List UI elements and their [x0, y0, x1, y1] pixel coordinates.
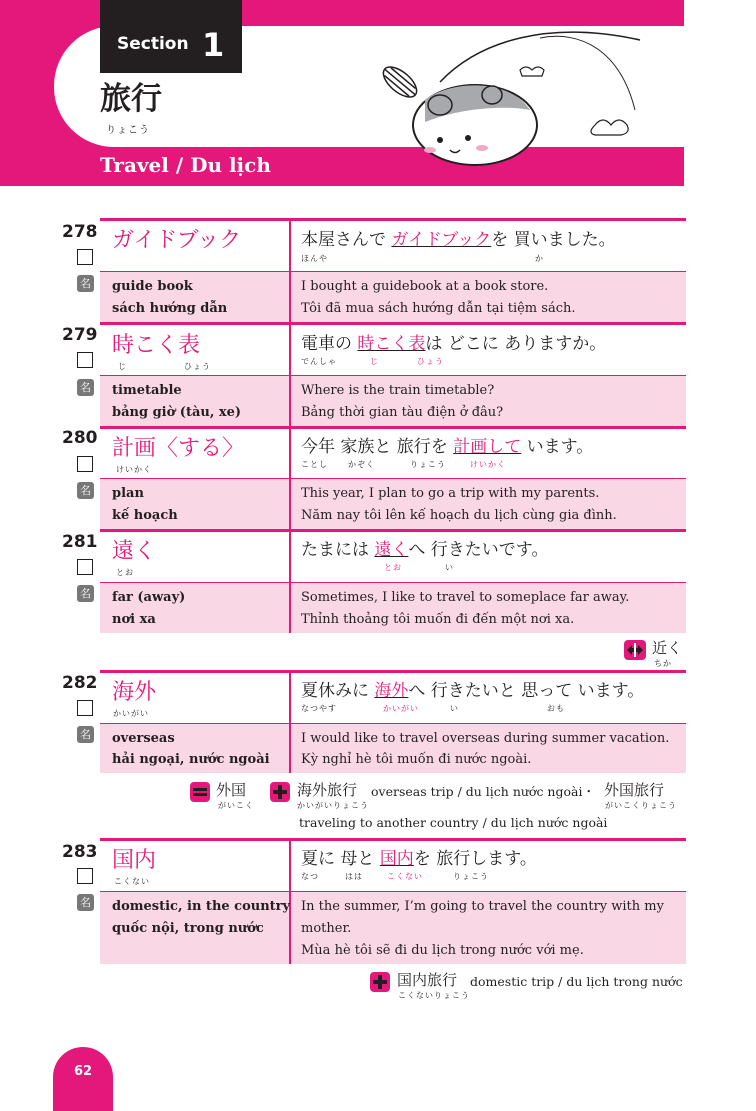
- meaning-en: guide book: [112, 279, 193, 294]
- related-plus-icon: [370, 972, 390, 992]
- example-furigana: ことし: [301, 460, 328, 469]
- example-furigana: い: [445, 563, 454, 572]
- entry-divider: [100, 838, 686, 841]
- vocab-word: ガイドブック: [112, 228, 242, 253]
- column-divider: [289, 221, 291, 322]
- word-furigana: ひょう: [184, 362, 211, 371]
- meaning-divider: [100, 723, 686, 724]
- part-of-speech-badge: 名: [77, 726, 94, 743]
- meaning-vi: bảng giờ (tàu, xe): [112, 405, 242, 420]
- example-furigana: でんしゃ: [301, 357, 337, 366]
- meaning-en: far (away): [112, 590, 186, 605]
- meaning-divider: [100, 271, 686, 272]
- page-title-en: Travel / Du lịch: [100, 153, 271, 177]
- entry-number: 279: [62, 325, 98, 345]
- translation-vi: Mùa hè tôi sẽ đi du lịch trong nước với mẹ.: [301, 943, 584, 958]
- translation-en: I bought a guidebook at a book store.: [301, 279, 549, 294]
- meaning-en: plan: [112, 486, 144, 501]
- example-furigana: ひょう: [417, 357, 444, 366]
- column-divider: [289, 673, 291, 773]
- entry-divider: [100, 322, 686, 325]
- example-furigana: なつ: [301, 872, 319, 881]
- related-meaning: domestic trip / du lịch trong nước: [470, 974, 683, 989]
- meaning-divider: [100, 478, 686, 479]
- example-sentence: 本屋さんで ガイドブックを 買いました。: [301, 230, 616, 250]
- related-meaning: traveling to another country / du lịch nước ngoài: [299, 815, 608, 830]
- part-of-speech-badge: 名: [77, 894, 94, 911]
- related-word: 国内旅行: [397, 971, 458, 989]
- meaning-en: timetable: [112, 383, 182, 398]
- hamster-illustration: [380, 30, 680, 190]
- translation-en: Sometimes, I like to travel to someplace far away.: [301, 590, 630, 605]
- vocab-word: 遠く: [112, 539, 157, 564]
- antonym-word: 近く: [652, 639, 683, 657]
- example-furigana: りょこう: [410, 460, 446, 469]
- word-furigana: じ: [118, 362, 127, 371]
- study-checkbox[interactable]: [77, 249, 93, 265]
- study-checkbox[interactable]: [77, 868, 93, 884]
- example-sentence: たまには 遠くへ 行きたいです。: [301, 540, 549, 560]
- translation-vi: Năm nay tôi lên kế hoạch du lịch cùng gia đình.: [301, 508, 617, 523]
- section-label: Section: [117, 34, 189, 54]
- column-divider: [289, 325, 291, 426]
- study-checkbox[interactable]: [77, 352, 93, 368]
- meaning-divider: [100, 375, 686, 376]
- example-furigana: けいかく: [470, 460, 506, 469]
- meaning-divider: [100, 582, 686, 583]
- word-furigana: こくない: [114, 877, 150, 886]
- translation-vi: Kỳ nghỉ hè tôi muốn đi nước ngoài.: [301, 752, 532, 767]
- related-meaning: overseas trip / du lịch nước ngoài・: [371, 784, 595, 799]
- word-furigana: とお: [116, 568, 134, 577]
- related-word: 海外旅行: [297, 781, 358, 799]
- vocab-word: 国内: [112, 848, 157, 873]
- related-word: 外国旅行: [604, 781, 665, 799]
- vocab-word: 海外: [112, 680, 157, 705]
- example-furigana: か: [535, 254, 544, 263]
- related-furigana: かいがいりょこう: [297, 801, 369, 810]
- entry-divider: [100, 529, 686, 532]
- translation-en: This year, I plan to go a trip with my parents.: [301, 486, 600, 501]
- meaning-vi: sách hướng dẫn: [112, 301, 228, 316]
- column-divider: [289, 429, 291, 529]
- translation-en: I would like to travel overseas during summer vacation.: [301, 731, 670, 746]
- synonym-icon: [190, 782, 210, 802]
- example-sentence: 夏休みに 海外へ 行きたいと 思って います。: [301, 681, 645, 701]
- entry-divider: [100, 426, 686, 429]
- example-furigana: じ: [370, 357, 379, 366]
- synonym-furigana: がいこく: [218, 801, 254, 810]
- meaning-divider: [100, 891, 686, 892]
- word-furigana: かいがい: [113, 709, 149, 718]
- entry-number: 278: [62, 222, 98, 242]
- meaning-en: overseas: [112, 731, 175, 746]
- entry-number: 281: [62, 532, 98, 552]
- part-of-speech-badge: 名: [77, 585, 94, 602]
- entry-divider: [100, 218, 686, 221]
- meaning-vi: nơi xa: [112, 612, 156, 627]
- example-sentence: 今年 家族と 旅行を 計画して います。: [301, 437, 594, 457]
- page-title-jp: 旅行: [100, 81, 162, 117]
- entry-divider: [100, 670, 686, 673]
- study-checkbox[interactable]: [77, 559, 93, 575]
- translation-en: Where is the train timetable?: [301, 383, 495, 398]
- page-title-furigana: りょこう: [106, 125, 150, 136]
- antonym-furigana: ちか: [654, 659, 672, 668]
- antonym-icon: [624, 640, 646, 660]
- related-furigana: がいこくりょこう: [605, 801, 677, 810]
- example-furigana: はは: [345, 872, 363, 881]
- example-furigana: かぞく: [348, 460, 375, 469]
- meaning-vi: hải ngoại, nước ngoài: [112, 752, 270, 767]
- translation-vi: Thỉnh thoảng tôi muốn đi đến một nơi xa.: [301, 612, 575, 627]
- entry-number: 280: [62, 428, 98, 448]
- example-furigana: とお: [384, 563, 402, 572]
- part-of-speech-badge: 名: [77, 379, 94, 396]
- example-furigana: こくない: [387, 872, 423, 881]
- vocab-word: 時こく表: [112, 333, 201, 358]
- meaning-vi: kế hoạch: [112, 508, 178, 523]
- section-number: 1: [202, 26, 225, 64]
- meaning-vi: quốc nội, trong nước: [112, 921, 264, 936]
- translation-en-cont: mother.: [301, 921, 352, 936]
- translation-en: In the summer, I’m going to travel the country with my: [301, 899, 664, 914]
- word-furigana: けいかく: [116, 465, 152, 474]
- example-furigana: い: [450, 704, 459, 713]
- example-furigana: なつやす: [301, 704, 337, 713]
- translation-vi: Tôi đã mua sách hướng dẫn tại tiệm sách.: [301, 301, 576, 316]
- vocab-word: 計画〈する〉: [112, 436, 245, 461]
- study-checkbox[interactable]: [77, 700, 93, 716]
- page-number: 62: [53, 1047, 113, 1111]
- part-of-speech-badge: 名: [77, 482, 94, 499]
- related-furigana: こくないりょこう: [398, 991, 470, 1000]
- example-furigana: かいがい: [383, 704, 419, 713]
- column-divider: [289, 532, 291, 633]
- entry-number: 282: [62, 673, 98, 693]
- synonym-word: 外国: [216, 781, 247, 799]
- translation-vi: Bảng thời gian tàu điện ở đâu?: [301, 405, 504, 420]
- section-badge: [100, 0, 242, 73]
- part-of-speech-badge: 名: [77, 275, 94, 292]
- study-checkbox[interactable]: [77, 456, 93, 472]
- example-furigana: りょこう: [453, 872, 489, 881]
- entry-number: 283: [62, 842, 98, 862]
- meaning-en: domestic, in the country: [112, 899, 291, 914]
- related-plus-icon: [270, 782, 290, 802]
- example-sentence: 電車の 時こく表は どこに ありますか。: [301, 334, 607, 354]
- example-furigana: ほんや: [301, 254, 328, 263]
- example-furigana: おも: [547, 704, 565, 713]
- example-sentence: 夏に 母と 国内を 旅行します。: [301, 849, 537, 869]
